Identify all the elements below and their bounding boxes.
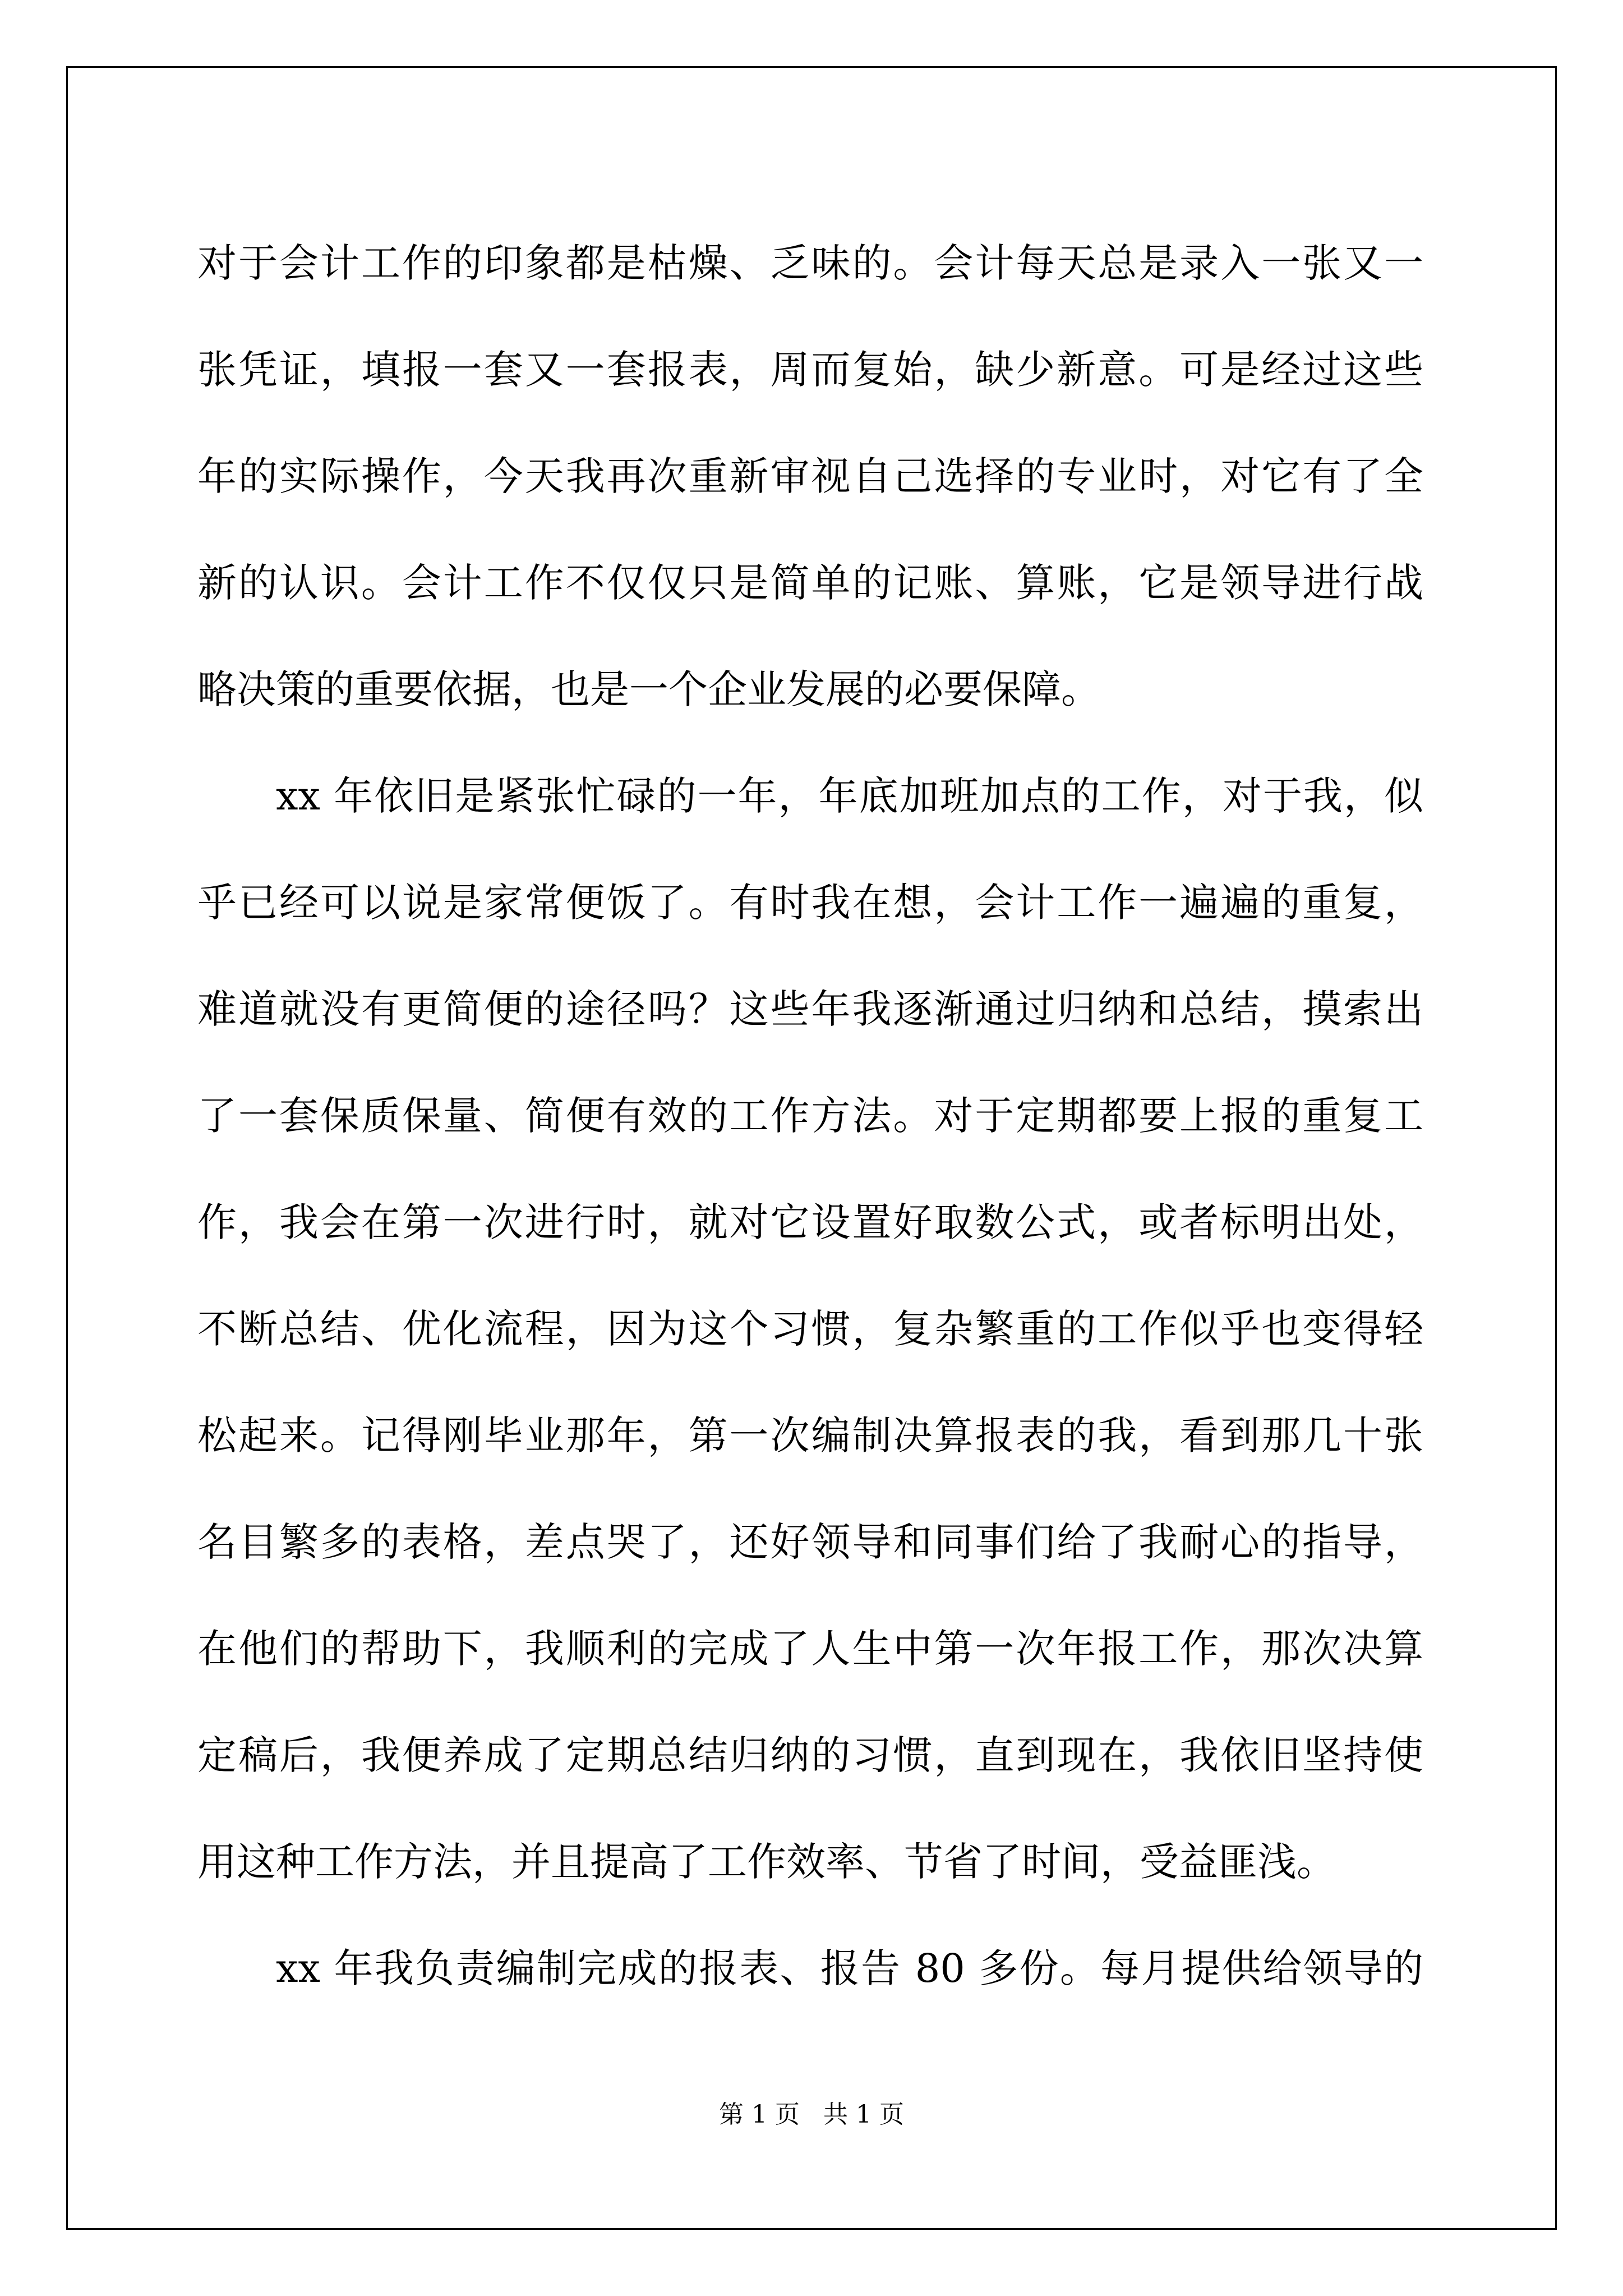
text-line: 略决策的重要依据，也是一个企业发展的必要保障。 <box>197 666 1100 712</box>
paragraph-3 <box>197 1915 1423 2022</box>
text-line: 张凭证，填报一套又一套报表，周而复始，缺少新意。可是经过这些 <box>197 347 1423 393</box>
text-line: 年的实际操作，今天我再次重新审视自己选择的专业时，对它有了全 <box>197 453 1423 499</box>
paragraph-2 <box>197 743 1423 1915</box>
text-line: 对于会计工作的印象都是枯燥、乏味的。会计每天总是录入一张又一 <box>197 240 1423 286</box>
text-line: 名目繁多的表格，差点哭了，还好领导和同事们给了我耐心的指导， <box>197 1519 1423 1565</box>
text-line: xx 年我负责编制完成的报表、报告 80 多份。每月提供给领导的 <box>276 1945 1423 1991</box>
page-number-footer: 第 1 页 共 1 页 <box>719 2100 904 2129</box>
text-line: 用这种工作方法，并且提高了工作效率、节省了时间，受益匪浅。 <box>197 1839 1336 1885</box>
document-body <box>197 210 1423 2022</box>
text-line: 不断总结、优化流程，因为这个习惯，复杂繁重的工作似乎也变得轻 <box>197 1306 1423 1352</box>
paragraph-1 <box>197 210 1423 743</box>
text-line: 在他们的帮助下，我顺利的完成了人生中第一次年报工作，那次决算 <box>197 1626 1423 1672</box>
text-line: 新的认识。会计工作不仅仅只是简单的记账、算账，它是领导进行战 <box>197 560 1423 606</box>
text-line: 难道就没有更简便的途径吗？这些年我逐渐通过归纳和总结，摸索出 <box>197 986 1423 1032</box>
text-line: 松起来。记得刚毕业那年，第一次编制决算报表的我，看到那几十张 <box>197 1412 1423 1458</box>
text-line: 定稿后，我便养成了定期总结归纳的习惯，直到现在，我依旧坚持使 <box>197 1732 1423 1778</box>
text-line: 乎已经可以说是家常便饭了。有时我在想，会计工作一遍遍的重复， <box>197 880 1423 926</box>
text-line: 了一套保质保量、简便有效的工作方法。对于定期都要上报的重复工 <box>197 1093 1423 1139</box>
text-line: 作，我会在第一次进行时，就对它设置好取数公式，或者标明出处， <box>197 1199 1423 1245</box>
text-line: xx 年依旧是紧张忙碌的一年，年底加班加点的工作，对于我，似 <box>276 773 1423 819</box>
